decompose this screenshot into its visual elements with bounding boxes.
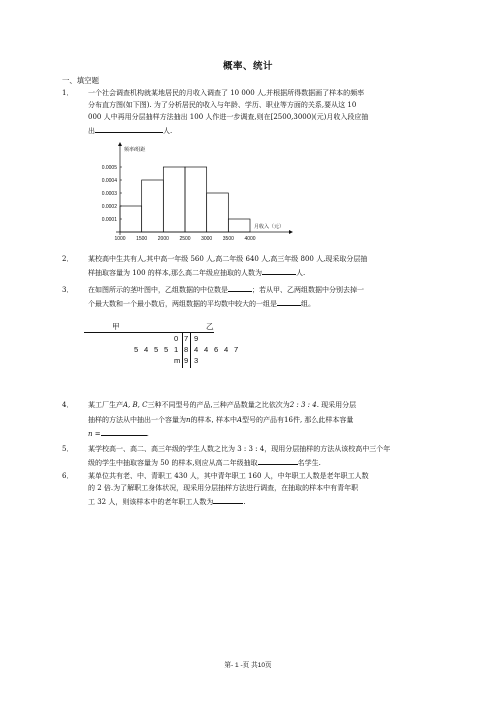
question-text: .	[243, 498, 246, 506]
question-1	[62, 87, 437, 137]
stem-value: 9	[184, 356, 189, 365]
leaf-yi: 6	[214, 345, 219, 354]
y-axis-label: 频率/组距	[124, 147, 146, 153]
page-footer: 第- 1 -页 共10页	[224, 662, 272, 669]
question-text: 人.	[296, 269, 306, 277]
leaf-yi: 3	[194, 356, 199, 365]
leaf-jia: 5	[134, 345, 139, 354]
x-axis-label: 月收入（元）	[254, 224, 285, 230]
question-text: 000 人中再用分层抽样方法抽出 100 人作进一步调查,则在[2500,3000)(元)月收入段应抽	[88, 113, 369, 121]
question-6	[62, 470, 437, 508]
math-A: A	[236, 416, 243, 424]
question-4	[62, 399, 437, 440]
section-heading: 一、填空题	[62, 76, 99, 85]
x-tick-label: 1000	[114, 236, 126, 242]
group-jia-label: 甲	[112, 322, 120, 331]
question-text: ；若从甲、乙两组数据中分别去掉一	[252, 286, 364, 294]
question-text: 个最大数和一个最小数后，两组数据的平均数中较大的一组是	[88, 300, 277, 308]
leaf-yi: 4	[224, 345, 229, 354]
histogram-bar	[142, 180, 164, 232]
leaf-yi: 9	[194, 334, 199, 343]
leaf-jia: 1	[174, 345, 179, 354]
ratio: 2 : 3 : 4	[289, 401, 317, 409]
x-tick-label: 4000	[244, 236, 256, 242]
question-text: 的样本, 样本中	[190, 416, 237, 424]
answer-blank[interactable]	[213, 494, 246, 506]
leaf-yi: 7	[234, 345, 239, 354]
question-text: 的 2 倍.为了解职工身体状况，现采用分层抽样方法进行调查，在抽取的样本中有青年职	[88, 484, 359, 492]
answer-blank[interactable]	[262, 265, 296, 275]
question-text: 名学生.	[297, 459, 321, 467]
question-number: 4．	[62, 401, 74, 409]
x-axis-arrow	[289, 230, 293, 234]
question-5	[62, 443, 437, 469]
stem-leaf-row	[84, 333, 214, 344]
question-number: 6．	[62, 472, 74, 480]
stem-value: 7	[184, 334, 189, 343]
math-n: n	[186, 416, 191, 424]
question-text: 分布直方图(如下图). 为了分析居民的收入与年龄、学历、职业等方面的关系,要从这 10	[88, 101, 357, 109]
question-text: 组。	[301, 300, 315, 308]
y-tick-label: 0.0004	[101, 177, 117, 184]
x-tick-label: 3000	[201, 236, 213, 242]
x-tick-label: 2000	[157, 236, 169, 242]
answer-blank[interactable]	[228, 282, 252, 292]
x-tick-label: 3500	[222, 236, 234, 242]
question-text: .	[146, 430, 149, 438]
question-text: 型号的产品有	[242, 416, 285, 424]
leaf-yi: 4	[204, 345, 209, 354]
y-tick-label: 0.0003	[101, 190, 117, 197]
math-n-eq: n =	[88, 430, 101, 438]
histogram-bar	[228, 219, 250, 232]
page-title: 概率、统计	[222, 61, 273, 72]
leaf-jia: 5	[154, 345, 159, 354]
stem-value: 8	[184, 345, 189, 354]
leaf-yi: 4	[194, 345, 199, 354]
group-yi-label: 乙	[206, 322, 214, 331]
question-text: 在如图所示的茎叶图中，乙组数据的中位数是	[88, 286, 228, 294]
question-number: 2．	[62, 255, 74, 263]
question-text: 一个社会调查机构就某地居民的月收入调查了 10 000 人,并根据所得数据画了样本的频率	[88, 89, 365, 97]
question-text: 人.	[163, 127, 173, 135]
question-text: 抽样的方法从中抽出一个容量为	[88, 416, 186, 424]
x-tick-label: 2500	[179, 236, 191, 242]
question-2	[62, 253, 437, 279]
question-number: 5．	[62, 445, 74, 453]
stem-leaf-header	[84, 320, 214, 333]
histogram-svg	[86, 142, 296, 244]
y-axis-arrow	[118, 142, 122, 146]
x-tick-label: 1500	[136, 236, 148, 242]
question-3	[62, 282, 437, 310]
leaf-jia: 0	[174, 334, 179, 343]
question-text: 级的学生中抽取容量为 50 的样本,则应从高二年级抽取	[88, 459, 258, 467]
stem-leaf-plot	[84, 320, 239, 366]
question-text: 某工厂生产	[88, 401, 123, 409]
answer-blank[interactable]	[101, 426, 147, 436]
math-vars: A, B, C	[123, 401, 148, 409]
answer-blank[interactable]	[95, 123, 163, 133]
question-text: 某校高中生共有人,其中高一年级 560 人,高二年级 640 人,高三年级 800 人,现采取分层抽	[88, 255, 368, 263]
question-text: 三种不同型号的产品,三种产品数量之比依次为	[147, 401, 290, 409]
question-number: 1．	[62, 89, 74, 97]
leaf-jia: 5	[164, 345, 169, 354]
question-number: 3．	[62, 286, 74, 294]
histogram-bar	[185, 167, 207, 232]
histogram-bar	[163, 167, 185, 232]
question-text: . 现采用分层	[316, 401, 357, 409]
frequency-histogram	[86, 142, 296, 248]
y-tick-label: 0.0005	[101, 164, 117, 171]
stem-leaf-row	[84, 355, 214, 366]
question-text: 某学校高一、高二、高三年级的学生人数之比为 3 : 3 : 4，现用分层抽样的方法从该校高中三个年	[88, 445, 391, 453]
question-text: 出	[88, 127, 95, 135]
leaf-jia: 4	[144, 345, 149, 354]
y-tick-label: 0.0001	[101, 216, 117, 223]
question-text: 样抽取容量为 100 的样本,那么高二年级应抽取的人数为	[88, 269, 263, 277]
histogram-bar	[207, 193, 229, 232]
stem-leaf-row	[84, 344, 239, 355]
histogram-bar	[120, 206, 142, 232]
question-text: 件, 那么此样本容量	[292, 416, 354, 424]
y-tick-label: 0.0002	[101, 203, 117, 210]
stem-leaf-rows	[84, 333, 239, 366]
question-text: 工 32 人，则该样本中的老年职工人数为	[88, 498, 214, 506]
answer-blank[interactable]	[277, 296, 301, 306]
leaf-jia: m	[174, 356, 181, 365]
answer-blank[interactable]	[258, 455, 298, 465]
question-text: 某单位共有老、中、青职工 430 人，其中青年职工 160 人，中年职工人数是老年职工人数	[88, 472, 369, 480]
count-value: 16	[284, 416, 293, 424]
